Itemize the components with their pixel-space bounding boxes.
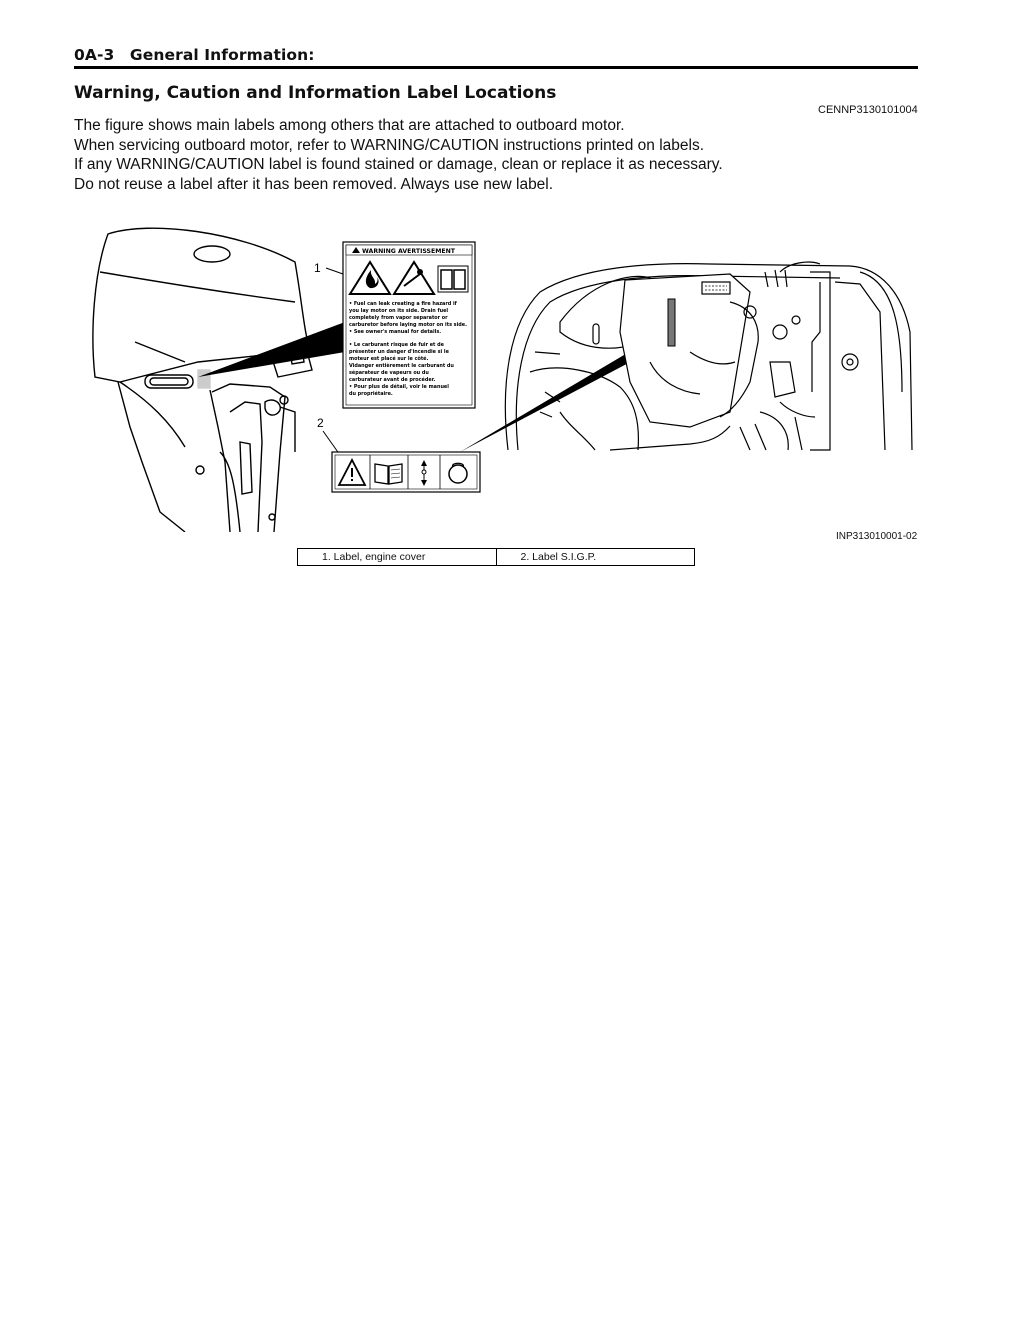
- warning-fr-line: Vidanger entièrement le carburant du: [349, 363, 454, 369]
- warning-en-line: you lay motor on its side. Drain fuel: [349, 308, 449, 314]
- legend-item: 1. Label, engine cover: [322, 551, 426, 563]
- body-text: [74, 116, 834, 194]
- figure-legend-table: [297, 548, 695, 566]
- header-text: [74, 46, 918, 64]
- page-header: [74, 46, 918, 64]
- doc-code: CENNP3130101004: [818, 104, 918, 116]
- paragraph: Do not reuse a label after it has been removed. Always use new label.: [74, 175, 554, 193]
- outboard-motor-drawing: [93, 228, 312, 532]
- warning-label: [343, 242, 475, 408]
- label-location-figure: [90, 212, 920, 532]
- paragraph: If any WARNING/CAUTION label is found stained or damage, clean or replace it as necessary.: [74, 156, 723, 173]
- paragraph: The figure shows main labels among others that are attached to outboard motor.: [74, 117, 625, 134]
- header-section: General Information:: [129, 46, 315, 64]
- figure-code: INP313010001-02: [836, 531, 918, 542]
- legend-item: 2. Label S.I.G.P.: [496, 549, 695, 565]
- header-rule: [74, 66, 918, 69]
- warning-label-header: WARNING AVERTISSEMENT: [362, 248, 456, 255]
- warning-fr-line: carburateur avant de procéder.: [349, 377, 436, 383]
- warning-en-line: • Fuel can leak creating a fire hazard if: [349, 301, 457, 307]
- sigp-label: [332, 452, 480, 492]
- warning-en-line: completely from vapor separator or: [349, 315, 448, 321]
- callout-2: 2: [317, 416, 324, 430]
- warning-fr-line: • Le carburant risque de fuir et de: [349, 342, 444, 348]
- warning-en-line: • See owner's manual for details.: [349, 329, 442, 335]
- warning-fr-line: moteur est placé sur le côté.: [349, 356, 429, 362]
- callout-1: 1: [314, 261, 321, 275]
- warning-fr-line: séparateur de vapeurs ou du: [349, 370, 429, 376]
- figure-drawing: [90, 212, 920, 532]
- paragraph: When servicing outboard motor, refer to WARNING/CAUTION instructions printed on labels.: [74, 136, 704, 154]
- section-title: Warning, Caution and Information Label Locations: [74, 83, 557, 103]
- warning-fr-line: présenter un danger d'incendie si le: [349, 349, 449, 355]
- warning-en-line: carburetor before laying motor on its side.: [349, 322, 467, 328]
- warning-fr-line: • Pour plus de détail, voir le manuel: [349, 384, 449, 390]
- manual-book-icon: [438, 266, 468, 292]
- engine-drawing: [505, 262, 912, 450]
- warning-fr-line: du propriétaire.: [349, 391, 393, 397]
- page-number: 0A-3: [74, 46, 115, 64]
